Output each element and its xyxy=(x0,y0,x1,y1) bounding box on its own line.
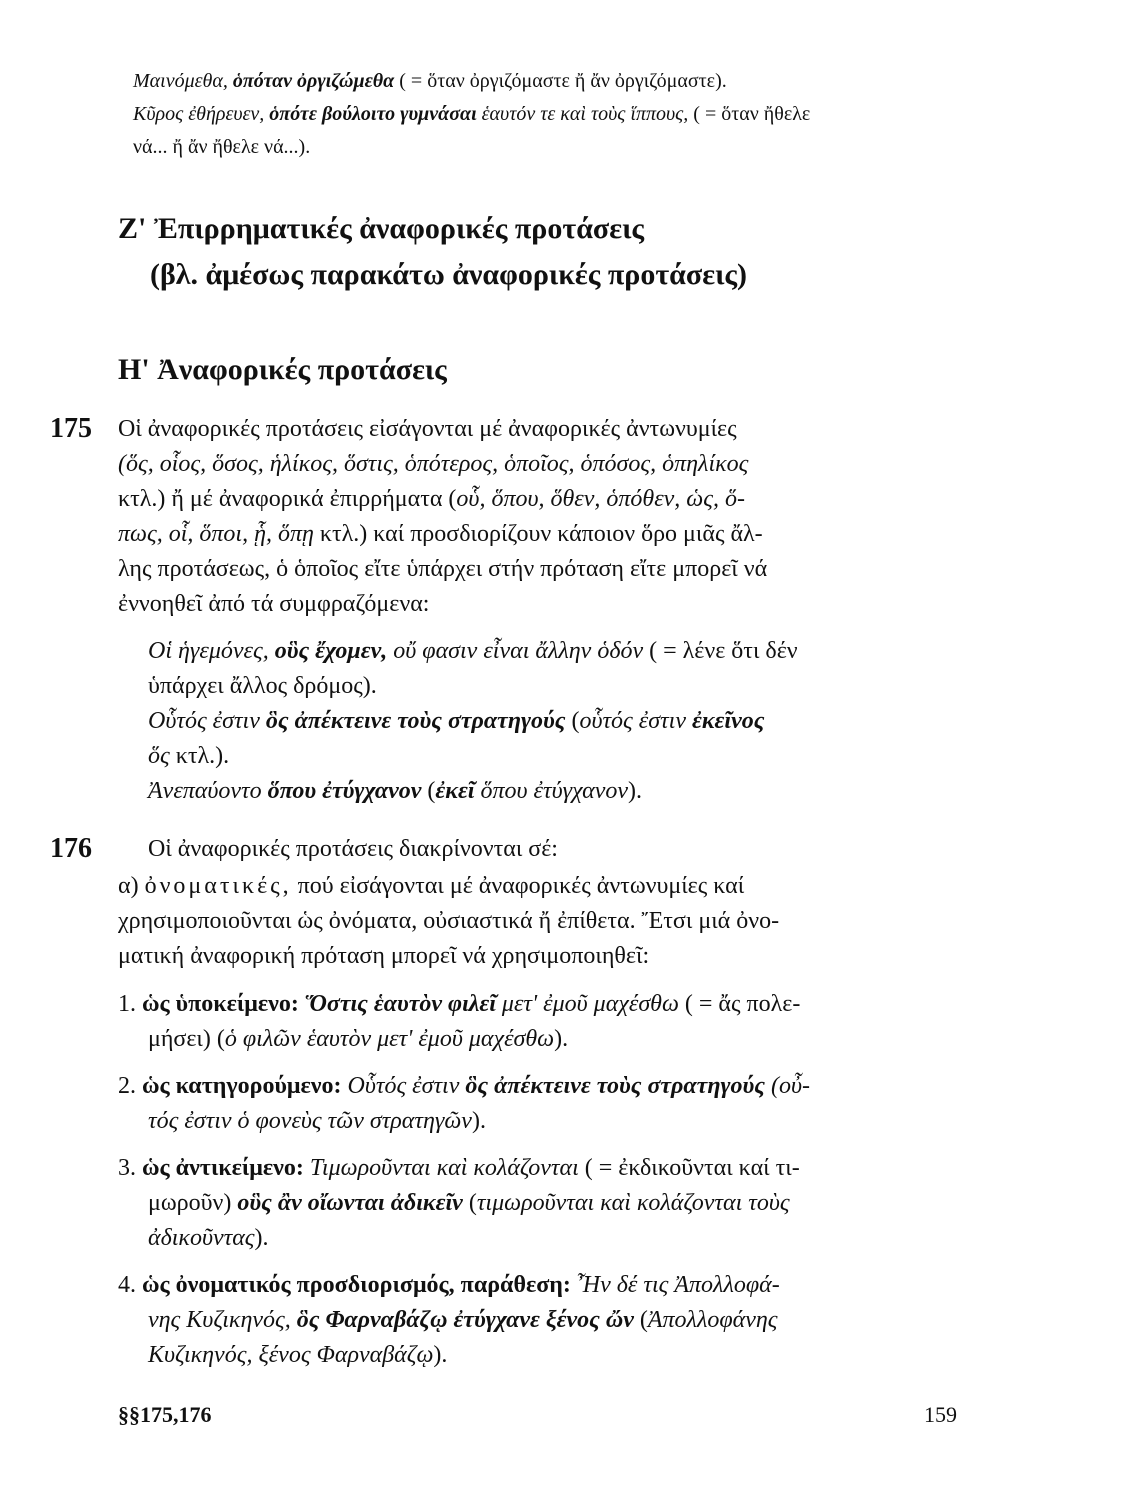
example-line: Κῦρος ἐθήρευεν, ὁπότε βούλοιτο γυμνάσαι ἑαυτόν τε καὶ τοὺς ἵππους, ( = ὅταν ἤθελε xyxy=(133,103,811,125)
text-line: κτλ.) ἤ μέ ἀναφορικά ἐπιρρήματα (οὗ, ὅπου, ὅθεν, ὁπόθεν, ὡς, ὅ- xyxy=(118,486,745,512)
text-line: πως, οἷ, ὅποι, ᾗ, ὅπῃ κτλ.) καί προσδιορίζουν κάποιον ὅρο μιᾶς ἄλ- xyxy=(118,521,763,547)
section-heading-h: Η' Ἀναφορικές προτάσεις xyxy=(118,353,447,386)
text-line: ἐννοηθεῖ ἀπό τά συμφραζόμενα: xyxy=(118,591,430,617)
example-line: Ἀνεπαύοντο ὅπου ἐτύγχανον (ἐκεῖ ὅπου ἐτύγχανον). xyxy=(148,778,642,804)
text-line: α) ὀνοματικές, πού εἰσάγονται μέ ἀναφορικές ἀντωνυμίες καί xyxy=(118,873,745,899)
page-number: 159 xyxy=(924,1402,957,1427)
example-line: Οὗτός ἐστιν ὃς ἀπέκτεινε τοὺς στρατηγούς (οὗτός ἐστιν ἐκεῖνος xyxy=(148,708,765,734)
paragraph-number-175: 175 xyxy=(50,413,92,444)
list-item: 3. ὡς ἀντικείμενο: Τιμωροῦνται καὶ κολάζονται ( = ἐκδικοῦνται καί τι- xyxy=(118,1155,800,1181)
example-line: ὅς κτλ.). xyxy=(148,743,230,769)
text-line: λης προτάσεως, ὁ ὁποῖος εἴτε ὑπάρχει στήν πρόταση εἴτε μπορεῖ νά xyxy=(118,556,768,582)
section-heading-z-subtitle: (βλ. ἀμέσως παρακάτω ἀναφορικές προτάσεις) xyxy=(150,258,748,291)
example-line: νά... ἤ ἄν ἤθελε νά...). xyxy=(133,136,311,158)
list-item: 1. ὡς ὑποκείμενο: Ὅστις ἑαυτὸν φιλεῖ μετ' ἐμοῦ μαχέσθω ( = ἄς πολε- xyxy=(118,991,801,1017)
list-item: 2. ὡς κατηγορούμενο: Οὗτός ἐστιν ὃς ἀπέκτεινε τοὺς στρατηγούς (οὖ- xyxy=(118,1073,810,1099)
section-heading-z: Ζ' Ἐπιρρηματικές ἀναφορικές προτάσεις xyxy=(118,212,645,245)
list-item-cont: ἀδικοῦντας). xyxy=(148,1225,269,1251)
list-item-cont: Κυζικηνός, ξένος Φαρναβάζῳ). xyxy=(148,1342,448,1368)
list-item: 4. ὡς ὀνοματικός προσδιορισμός, παράθεση: Ἦν δέ τις Ἀπολλοφά- xyxy=(118,1272,780,1298)
text-line: Οἱ ἀναφορικές προτάσεις διακρίνονται σέ: xyxy=(148,836,558,862)
text-line: ματική ἀναφορική πρόταση μπορεῖ νά χρησιμοποιηθεῖ: xyxy=(118,943,650,969)
example-line: Μαινόμεθα, ὁπόταν ὀργιζώμεθα ( = ὅταν ὀργιζόμαστε ἤ ἄν ὀργιζόμαστε). xyxy=(133,70,727,92)
text-line: Οἱ ἀναφορικές προτάσεις εἰσάγονται μέ ἀναφορικές ἀντωνυμίες xyxy=(118,416,737,442)
list-item-cont: μωροῦν) οὓς ἂν οἴωνται ἀδικεῖν (τιμωροῦνται καὶ κολάζονται τοὺς xyxy=(148,1190,790,1216)
list-item-cont: τός ἐστιν ὁ φονεὺς τῶν στρατηγῶν). xyxy=(148,1108,486,1134)
paragraph-number-176: 176 xyxy=(50,833,92,864)
list-item-cont: μήσει) (ὁ φιλῶν ἑαυτὸν μετ' ἐμοῦ μαχέσθω). xyxy=(148,1026,569,1052)
text-line: (ὅς, οἷος, ὅσος, ἡλίκος, ὅστις, ὁπότερος, ὁποῖος, ὁπόσος, ὁπηλίκος xyxy=(118,451,749,477)
example-line: Οἱ ἡγεμόνες, οὓς ἔχομεν, οὔ φασιν εἶναι ἄλλην ὁδόν ( = λένε ὅτι δέν xyxy=(148,638,798,664)
footer-section-ref: §§175,176 xyxy=(118,1402,212,1427)
text-line: χρησιμοποιοῦνται ὡς ὀνόματα, οὐσιαστικά ἤ ἐπίθετα. Ἔτσι μιά ὀνο- xyxy=(118,908,780,934)
example-line: ὑπάρχει ἄλλος δρόμος). xyxy=(148,673,377,699)
list-item-cont: νης Κυζικηνός, ὃς Φαρναβάζῳ ἐτύγχανε ξένος ὤν (Ἀπολλοφάνης xyxy=(148,1307,778,1333)
